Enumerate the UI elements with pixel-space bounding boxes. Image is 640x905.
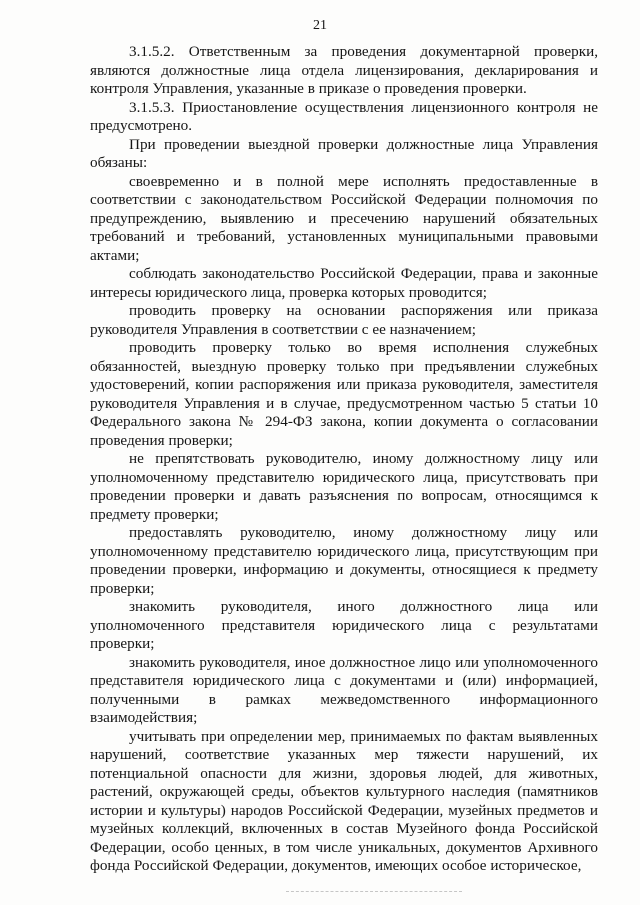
paragraph-duty-proportional-measures: учитывать при определении мер, принимаемых по фактам выявленных нарушений, соответствие указанных мер тяжести нарушений, их потенциальной опасности для жизни, здоровья людей, для животных, растений, окружающей среды, объектов культурного наследия (памятников истории и культуры) народов Российской Федерации, музейных предметов и музейных коллекций, включенных в состав Музейного фонда Российской Федерации, особо ценных, в том числе уникальных, документов Архивного фонда Российской Федерации, документов, имеющих особое историческое, (90, 727, 598, 874)
paragraph-duty-inform-results: знакомить руководителя, иного должностного лица или уполномоченного представителя юридического лица с результатами проверки; (90, 598, 598, 652)
paragraph-obligations-intro: При проведении выездной проверки должностные лица Управления обязаны: (90, 135, 598, 171)
paragraph-3-1-5-2: 3.1.5.2. Ответственным за проведения документарной проверки, являются должностные лица отдела лицензирования, декларирования и контроля Управления, указанные в приказе о проведения проверки. (90, 43, 598, 97)
paragraph-duty-not-obstruct: не препятствовать руководителю, иному должностному лицу или уполномоченному представителю юридического лица, присутствовать при проведении проверки и давать разъяснения по вопросам, относящимся к предмету проверки; (90, 450, 598, 523)
paragraph-duty-order-basis: проводить проверку на основании распоряжения или приказа руководителя Управления в соответствии с ее назначением; (90, 302, 598, 338)
paragraph-duty-observe-law: соблюдать законодательство Российской Федерации, права и законные интересы юридического лица, проверка которых проводится; (90, 265, 598, 301)
paragraph-duty-provide-info: предоставлять руководителю, иному должностному лицу или уполномоченному представителю юридического лица, присутствующим при проведении проверки, информацию и документы, относящиеся к предмету проверки; (90, 524, 598, 597)
paragraph-duty-during-service: проводить проверку только во время исполнения служебных обязанностей, выездную проверку только при предъявлении служебных удостоверений, копии распоряжения или приказа руководителя, заместителя руководителя Управления и в случае, предусмотренном частью 5 статьи 10 Федерального закона № 294-ФЗ закона, копии документа о согласовании проведения проверки; (90, 339, 598, 449)
body-text (90, 43, 598, 876)
footer-rule (286, 891, 462, 892)
page-number: 21 (313, 18, 327, 33)
paragraph-duty-familiarize-documents: знакомить руководителя, иное должностное лицо или уполномоченного представителя юридического лица с документами и (или) информацией, полученными в рамках межведомственного информационного взаимодействия; (90, 653, 598, 726)
paragraph-3-1-5-3: 3.1.5.3. Приостановление осуществления лицензионного контроля не предусмотрено. (90, 98, 598, 134)
paragraph-duty-exercise-powers: своевременно и в полной мере исполнять предоставленные в соответствии с законодательством Российской Федерации полномочия по предупреждению, выявлению и пресечению нарушений обязательных требований и требований, установленных муниципальными правовыми актами; (90, 172, 598, 264)
